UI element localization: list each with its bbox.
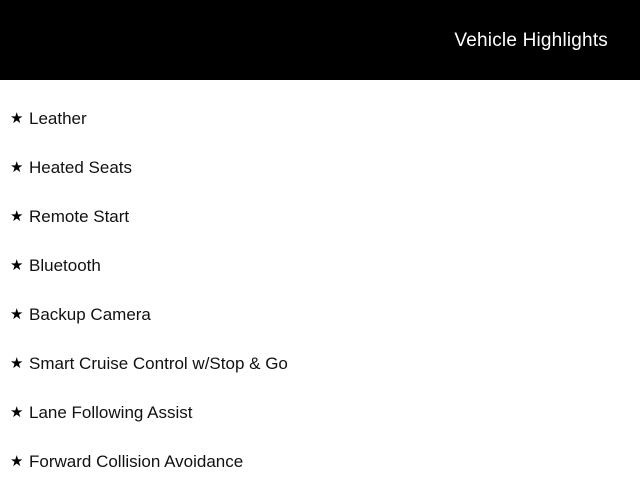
- list-item: [0, 290, 640, 339]
- header-bar: [0, 0, 640, 80]
- list-item-label: Leather: [29, 109, 87, 128]
- vehicle-highlights-list: [0, 80, 640, 486]
- list-item: [0, 192, 640, 241]
- star-icon: ★: [10, 159, 24, 176]
- list-item: [0, 437, 640, 486]
- list-item-label: Bluetooth: [29, 256, 101, 275]
- list-item-label: Forward Collision Avoidance: [29, 452, 244, 471]
- list-item: [0, 94, 640, 143]
- star-icon: ★: [10, 208, 24, 225]
- list-item: [0, 339, 640, 388]
- star-icon: ★: [10, 355, 24, 372]
- page-title: Vehicle Highlights: [454, 29, 608, 51]
- list-item-label: Lane Following Assist: [29, 403, 193, 422]
- star-icon: ★: [10, 110, 24, 127]
- list-item-label: Remote Start: [29, 207, 130, 226]
- list-item-label: Smart Cruise Control w/Stop & Go: [29, 354, 288, 373]
- star-icon: ★: [10, 404, 24, 421]
- star-icon: ★: [10, 453, 24, 470]
- list-item-label: Backup Camera: [29, 305, 151, 324]
- list-item-label: Heated Seats: [29, 158, 133, 177]
- star-icon: ★: [10, 306, 24, 323]
- list-item: [0, 241, 640, 290]
- list-item: [0, 388, 640, 437]
- star-icon: ★: [10, 257, 24, 274]
- list-item: [0, 143, 640, 192]
